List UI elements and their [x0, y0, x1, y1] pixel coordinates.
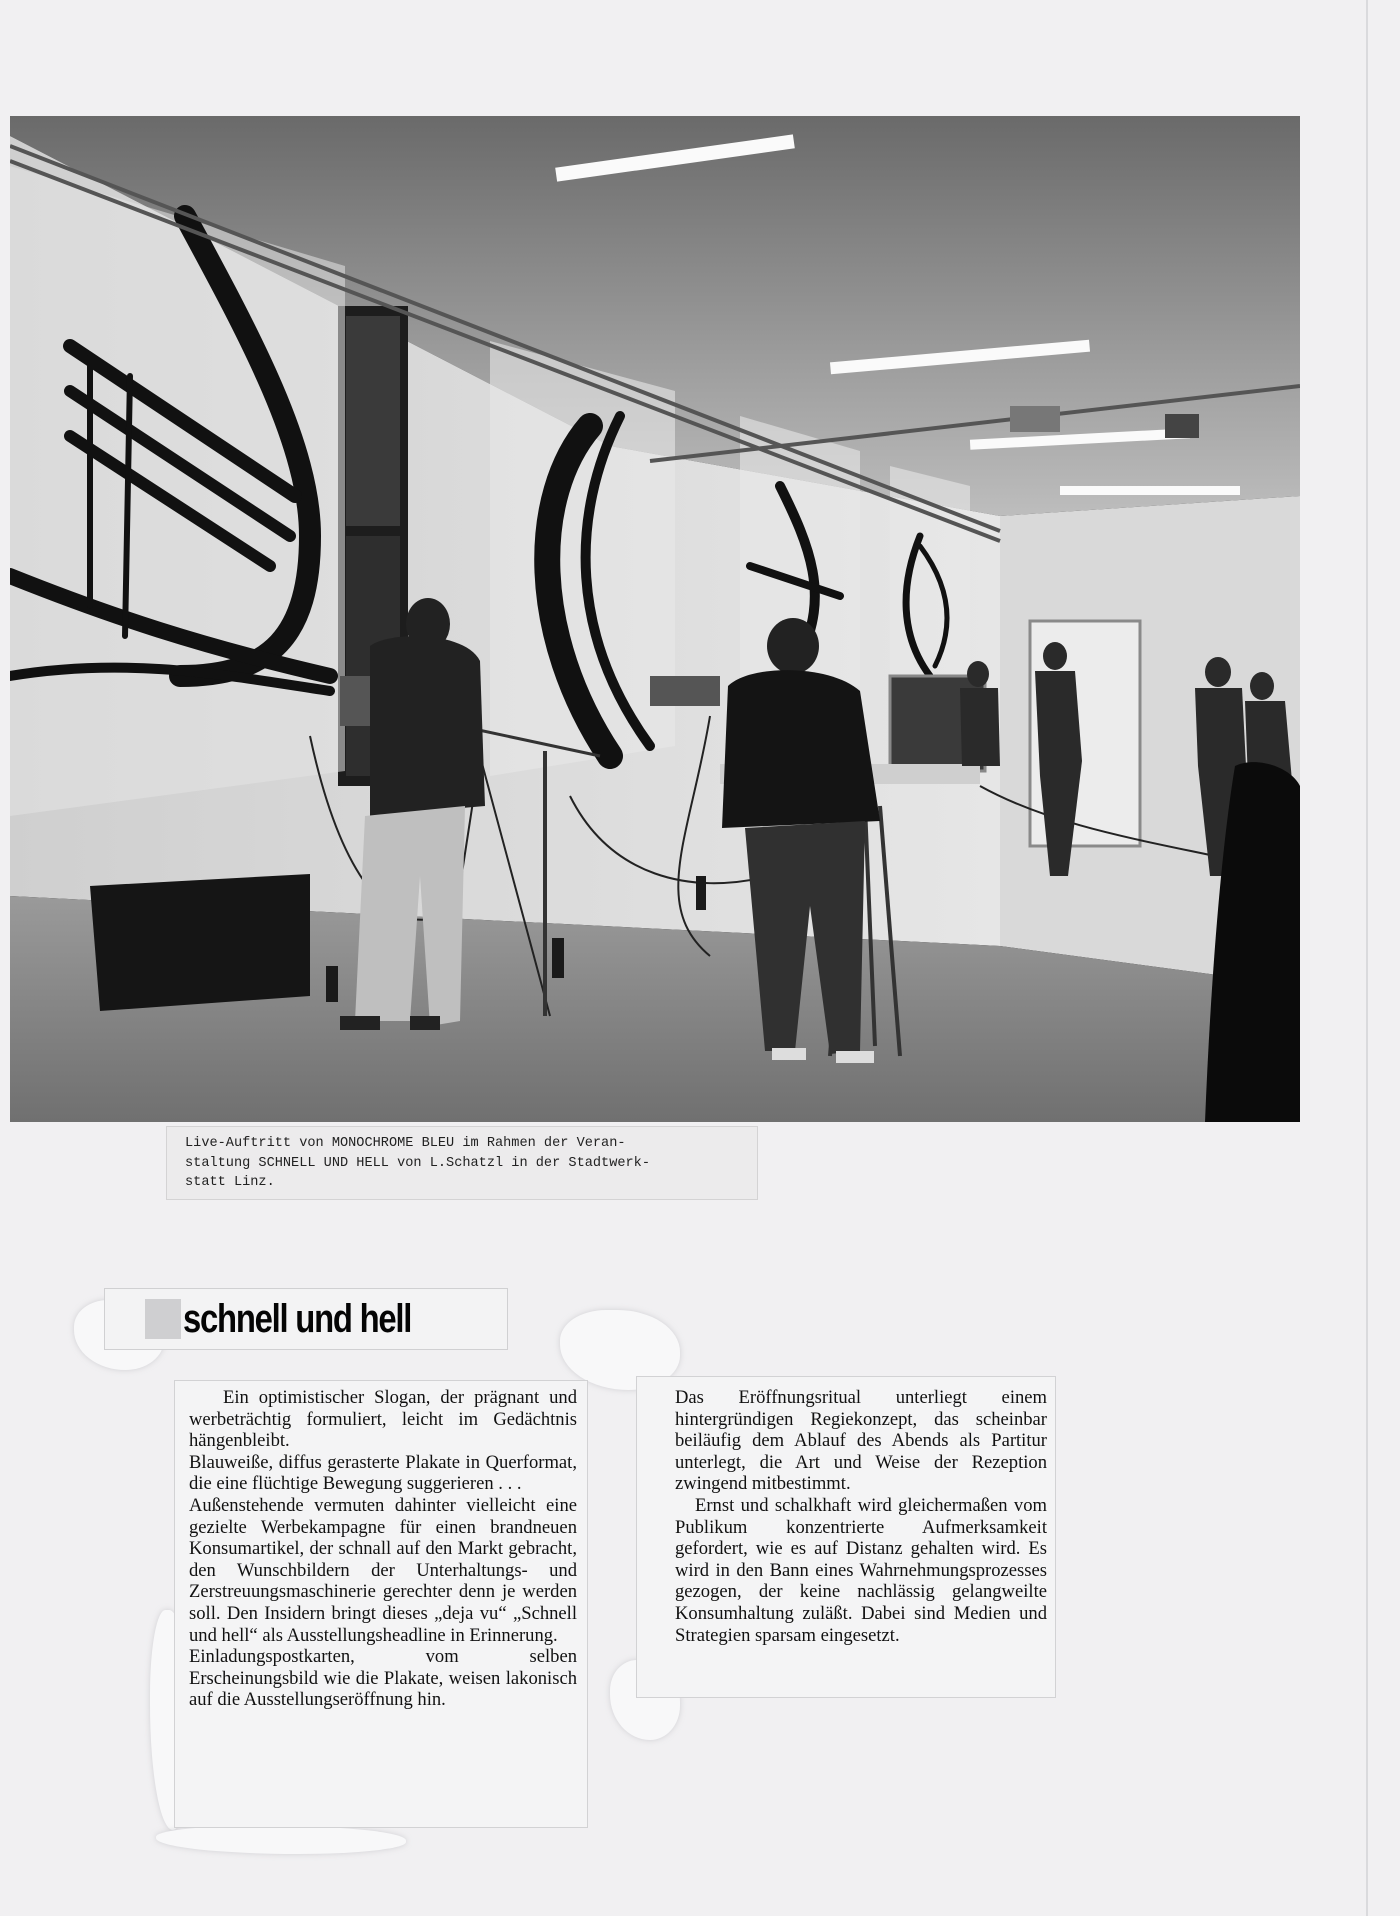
page-edge [1366, 0, 1368, 1916]
article-paragraph: Ernst und schalkhaft wird gleichermaßen vom Publikum konzentrierte Aufmerksamkeit gefordert, wie es auf Distanz gehalten wird. Es wird in den Bann eines Wahrnehmungsprozesses gezogen, der keine nachlässig gelangweilte Konsumhaltung zuläßt. Dabei sind Medien und Strategien sparsam eingesetzt. [675, 1494, 1047, 1646]
caption-line-1: Live-Auftritt von MONOCHROME BLEU im Rahmen der Veran- [185, 1136, 626, 1151]
caption-line-3: statt Linz. [185, 1175, 275, 1190]
article-paragraph: Blauweiße, diffus gerasterte Plakate in Querformat, die eine flüchtige Bewegung suggerieren . . . [189, 1451, 577, 1495]
article-paragraph: Einladungspostkarten, vom selben Erscheinungsbild wie die Plakate, weisen lakonisch auf die Ausstellungseröffnung hin. [189, 1646, 577, 1711]
headline-tape [145, 1299, 181, 1339]
article-column-left [174, 1380, 588, 1828]
caption-line-2: staltung SCHNELL UND HELL von L.Schatzl in der Stadtwerk- [185, 1155, 650, 1171]
headline: schnell und hell [183, 1297, 412, 1341]
exhibition-photo [10, 116, 1300, 1122]
article-paragraph: Ein optimistischer Slogan, der prägnant und werbeträchtig formuliert, leicht im Gedächtnis hängenbleibt. [189, 1387, 577, 1452]
headline-clipping [104, 1288, 508, 1350]
article-paragraph: Außenstehende vermuten dahinter vielleicht eine gezielte Werbekampagne für einen brandneuen Konsumartikel, der schnall auf den Markt gebracht, den Wunschbildern der Unterhaltungs- und Zerstreuungsmaschinerie gerechter denn je werden soll. Den Insidern bringt dieses „deja vu“ „Schnell und hell“ als Ausstellungsheadline in Erinnerung. [189, 1494, 577, 1646]
article-paragraph: Das Eröffnungsritual unterliegt einem hintergründigen Regiekonzept, das scheinbar beiläufig dem Ablauf des Abends als Partitur unterlegt, die Art und Weise der Rezeption zwingend mitbestimmt. [675, 1387, 1047, 1495]
glue-smear [156, 1826, 406, 1854]
article-column-right [636, 1376, 1056, 1698]
photo-caption [166, 1126, 758, 1200]
